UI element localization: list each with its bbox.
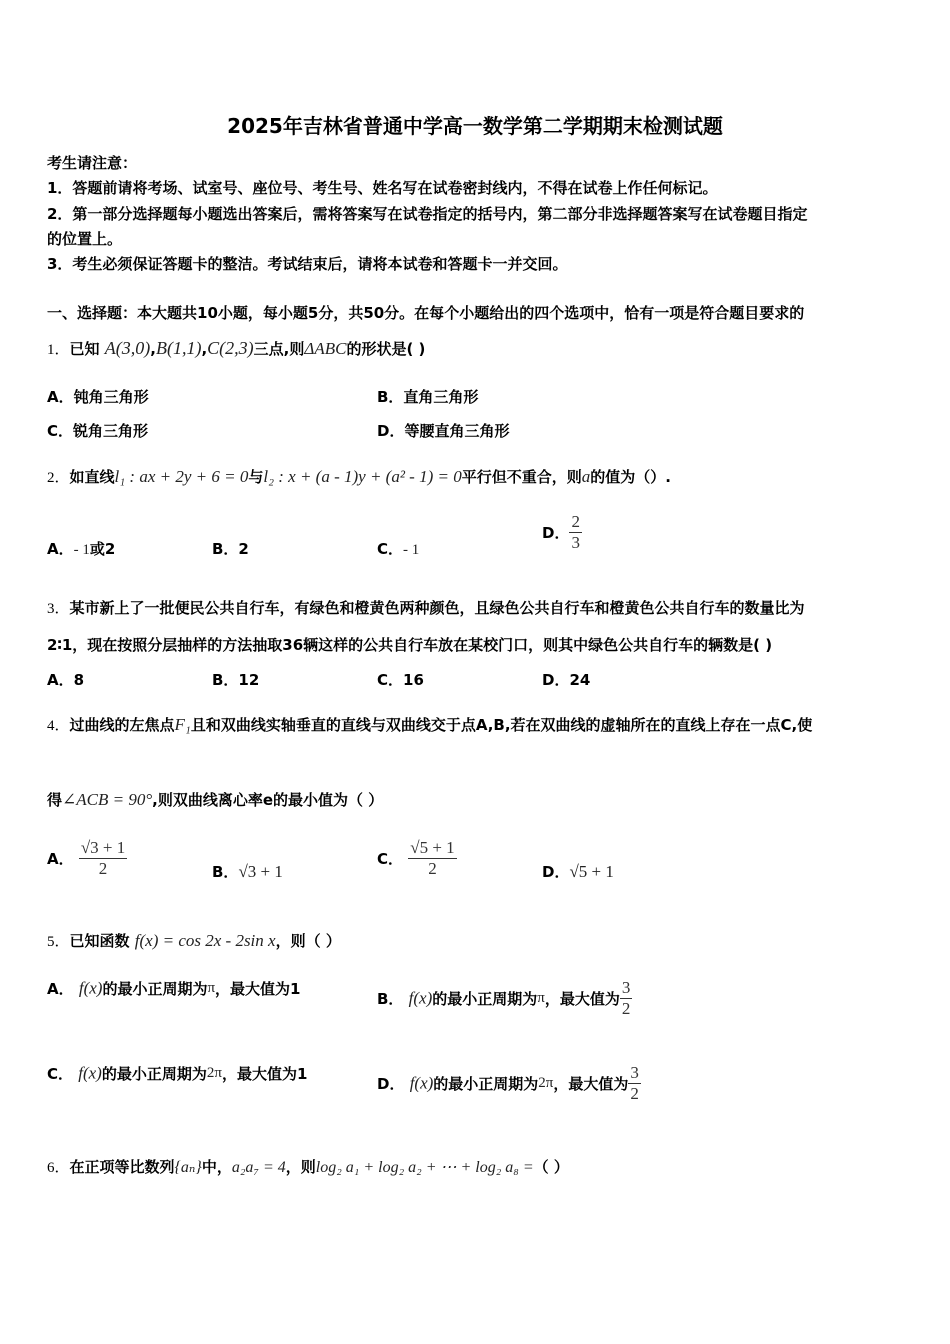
option-c[interactable]: C． f(x)的最小正周期为2π，最大值为1 — [47, 1063, 308, 1083]
option-c[interactable]: C．锐角三角形 — [47, 422, 149, 440]
question-6: 6．在正项等比数列{aₙ}中，a₂a₇ = 4，则log₂ a₁ + log₂ a₂ + ⋯ + log₂ a₈ =（ ） — [47, 1158, 569, 1176]
fraction: $\frac{√3 + 1}{2}$ — [80, 838, 126, 878]
sequence: {aₙ} — [174, 1159, 202, 1176]
option-a[interactable]: A． f(x)的最小正周期为π，最大值为1 — [47, 978, 301, 998]
question-1: 1．已知 A(3,0),B(1,1),C(2,3)三点,则ΔABC的形状是( ) — [47, 338, 426, 358]
option-a[interactable]: A．- 1或2 — [47, 540, 116, 558]
fraction: $\frac{√5 + 1}{2}$ — [410, 838, 455, 878]
question-4: 4．过曲线的左焦点F₁且和双曲线实轴垂直的直线与双曲线交于点A,B,若在双曲线的虚轴所在的直线上存在一点C,使 — [47, 715, 813, 734]
option-d[interactable]: D． f(x)的最小正周期为2π，最大值为 $\frac{3}{2}$ — [377, 1063, 639, 1103]
question-number: 1． — [47, 342, 70, 358]
option-d[interactable]: D． $\frac{2}{3}$ — [542, 512, 580, 552]
question-number: 3． — [47, 601, 70, 617]
notice-item: 3．考生必须保证答题卡的整洁。考试结束后，请将本试卷和答题卡一并交回。 — [47, 255, 568, 273]
option-d[interactable]: D．24 — [542, 671, 591, 689]
notice-item: 的位置上。 — [47, 230, 123, 248]
question-number: 4． — [47, 718, 70, 734]
question-5: 5．已知函数 f(x) = cos 2x - 2sin x，则（ ） — [47, 931, 341, 950]
fraction: $\frac{3}{2}$ — [621, 978, 631, 1018]
notice-heading: 考生请注意： — [47, 154, 138, 172]
option-a[interactable]: A． $\frac{√3 + 1}{2}$ — [47, 838, 126, 878]
function-definition: f(x) = cos 2x - 2sin x — [134, 931, 276, 950]
option-c[interactable]: C．- 1 — [377, 540, 420, 558]
log-expression: log₂ a₁ + log₂ a₂ + ⋯ + log₂ a₈ = — [315, 1159, 534, 1176]
option-d[interactable]: D．√5 + 1 — [542, 862, 614, 881]
point-b: B(1,1) — [155, 338, 202, 358]
angle-acb: ∠ACB = 90° — [62, 790, 153, 809]
page-title: 2025年吉林省普通中学高一数学第二学期期末检测试题 — [227, 114, 723, 138]
option-b[interactable]: B．直角三角形 — [377, 388, 479, 406]
point-a: A(3,0) — [104, 338, 151, 358]
fraction: $\frac{3}{2}$ — [630, 1063, 639, 1103]
notice-item: 1．答题前请将考场、试室号、座位号、考生号、姓名写在试卷密封线内，不得在试卷上作任何标记。 — [47, 179, 718, 197]
question-3-line-2: 2∶1，现在按照分层抽样的方法抽取36辆这样的公共自行车放在某校门口，则其中绿色公共自行车的辆数是( ) — [47, 636, 773, 654]
question-number: 2． — [47, 470, 70, 486]
line-l2-equation: l₂ : x + (a - 1)y + (a² - 1) = 0 — [263, 467, 462, 486]
variable-a: a — [581, 467, 591, 486]
question-2: 2．如直线l₁ : ax + 2y + 6 = 0与l₂ : x + (a - 1)y + (a² - 1) = 0平行但不重合，则a的值为（）. — [47, 467, 671, 486]
question-3: 3．某市新上了一批便民公共自行车，有绿色和橙黄色两种颜色，且绿色公共自行车和橙黄色公共自行车的数量比为 — [47, 599, 805, 617]
question-number: 6． — [47, 1160, 70, 1176]
focus-f1: F₁ — [174, 715, 191, 734]
fraction: $\frac{2}{3}$ — [571, 512, 580, 552]
option-a[interactable]: A．钝角三角形 — [47, 388, 149, 406]
triangle-abc: ΔABC — [304, 339, 347, 358]
option-b[interactable]: B．√3 + 1 — [212, 862, 283, 881]
option-b[interactable]: B．12 — [212, 671, 260, 689]
option-c[interactable]: C． $\frac{√5 + 1}{2}$ — [377, 838, 455, 878]
option-c[interactable]: C．16 — [377, 671, 424, 689]
point-c: C(2,3) — [207, 338, 254, 358]
option-b[interactable]: B．2 — [212, 540, 249, 558]
option-a[interactable]: A．8 — [47, 671, 85, 689]
section-heading: 一、选择题：本大题共10小题，每小题5分，共50分。在每个小题给出的四个选项中，恰有一项是符合题目要求的 — [47, 304, 805, 322]
option-b[interactable]: B． f(x)的最小正周期为π，最大值为 $\frac{3}{2}$ — [377, 978, 631, 1018]
option-d[interactable]: D．等腰直角三角形 — [377, 422, 510, 440]
notice-item: 2．第一部分选择题每小题选出答案后，需将答案写在试卷指定的括号内，第二部分非选择题答案写在试卷题目指定 — [47, 205, 808, 223]
question-number: 5． — [47, 934, 70, 950]
condition: a₂a₇ = 4 — [231, 1159, 286, 1176]
line-l1-equation: l₁ : ax + 2y + 6 = 0 — [114, 467, 249, 486]
question-4-line-2: 得∠ACB = 90°,则双曲线离心率e的最小值为（ ） — [47, 790, 384, 809]
